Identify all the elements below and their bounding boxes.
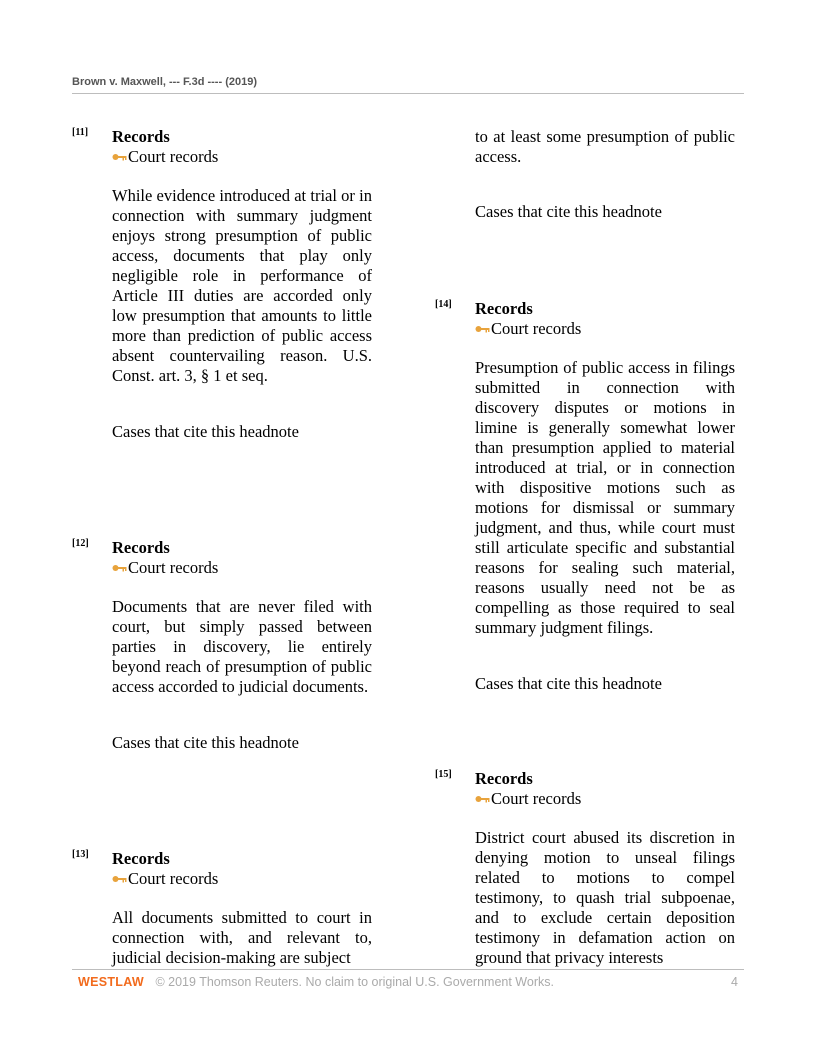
subtopic-link-court-records[interactable] — [112, 869, 372, 889]
topic-link-records[interactable]: Records — [475, 769, 533, 788]
headnote-text: Presumption of public access in filings submitted in connection with discovery disputes or motions in limine is generally somewhat lower than presumption applied to material introduced at trial, or in connection with dispositive motions such as motions for dismissal or summary judgment, and thus, while court must still articulate specific and substantial reasons for sealing such material, reasons usually need not be as compelling as those required to seal summary judgment filings. — [475, 358, 735, 637]
key-icon — [112, 874, 127, 884]
subtopic-label: Court records — [128, 558, 219, 577]
topic-link-records[interactable]: Records — [112, 127, 170, 146]
running-header: Brown v. Maxwell, --- F.3d ---- (2019) — [72, 76, 257, 88]
cases-citing-link[interactable]: Cases that cite this headnote — [112, 422, 299, 441]
headnote-text: While evidence introduced at trial or in connection with summary judgment enjoys strong presumption of public access, documents that play only negligible role in performance of Article III duties are accorded only low presumption that amounts to little more than prediction of public access absent countervailing reason. U.S. Const. art. 3, § 1 et seq. — [112, 186, 372, 385]
key-icon — [475, 324, 490, 334]
key-icon — [475, 794, 490, 804]
headnote-number: [12] — [72, 538, 89, 549]
headnote-text: District court abused its discretion in denying motion to unseal filings related to motions to compel testimony, to quash trial subpoenae, and to exclude certain deposition testimony in defamation action on ground that privacy interests — [475, 828, 735, 967]
page-number: 4 — [731, 975, 738, 989]
key-icon — [112, 152, 127, 162]
headnote-13-continuation: to at least some presumption of public access. — [475, 127, 735, 166]
subtopic-label: Court records — [491, 319, 582, 338]
header-divider — [72, 93, 744, 94]
headnote-number: [15] — [435, 769, 452, 780]
subtopic-link-court-records[interactable] — [112, 147, 372, 167]
headnote-text: Documents that are never filed with court, but simply passed between parties in discovery, lie entirely beyond reach of presumption of public access accorded to judicial documents. — [112, 597, 372, 696]
topic-link-records[interactable]: Records — [475, 299, 533, 318]
subtopic-label: Court records — [128, 147, 219, 166]
cases-citing-link[interactable]: Cases that cite this headnote — [475, 202, 662, 221]
cases-citing-link[interactable]: Cases that cite this headnote — [475, 674, 662, 693]
footer-divider — [72, 969, 744, 970]
cases-citing-link[interactable]: Cases that cite this headnote — [112, 733, 299, 752]
westlaw-logo: WESTLAW — [78, 975, 144, 989]
subtopic-link-court-records[interactable] — [475, 319, 735, 339]
subtopic-link-court-records[interactable] — [112, 558, 372, 578]
headnote-number: [13] — [72, 849, 89, 860]
headnote-number: [11] — [72, 127, 89, 138]
headnote-number: [14] — [435, 299, 452, 310]
headnote-text: All documents submitted to court in connection with, and relevant to, judicial decision-making are subject — [112, 908, 372, 967]
topic-link-records[interactable]: Records — [112, 849, 170, 868]
subtopic-label: Court records — [491, 789, 582, 808]
subtopic-label: Court records — [128, 869, 219, 888]
topic-link-records[interactable]: Records — [112, 538, 170, 557]
key-icon — [112, 563, 127, 573]
page-footer — [78, 975, 738, 989]
copyright-notice: © 2019 Thomson Reuters. No claim to original U.S. Government Works. — [155, 975, 554, 989]
subtopic-link-court-records[interactable] — [475, 789, 735, 809]
